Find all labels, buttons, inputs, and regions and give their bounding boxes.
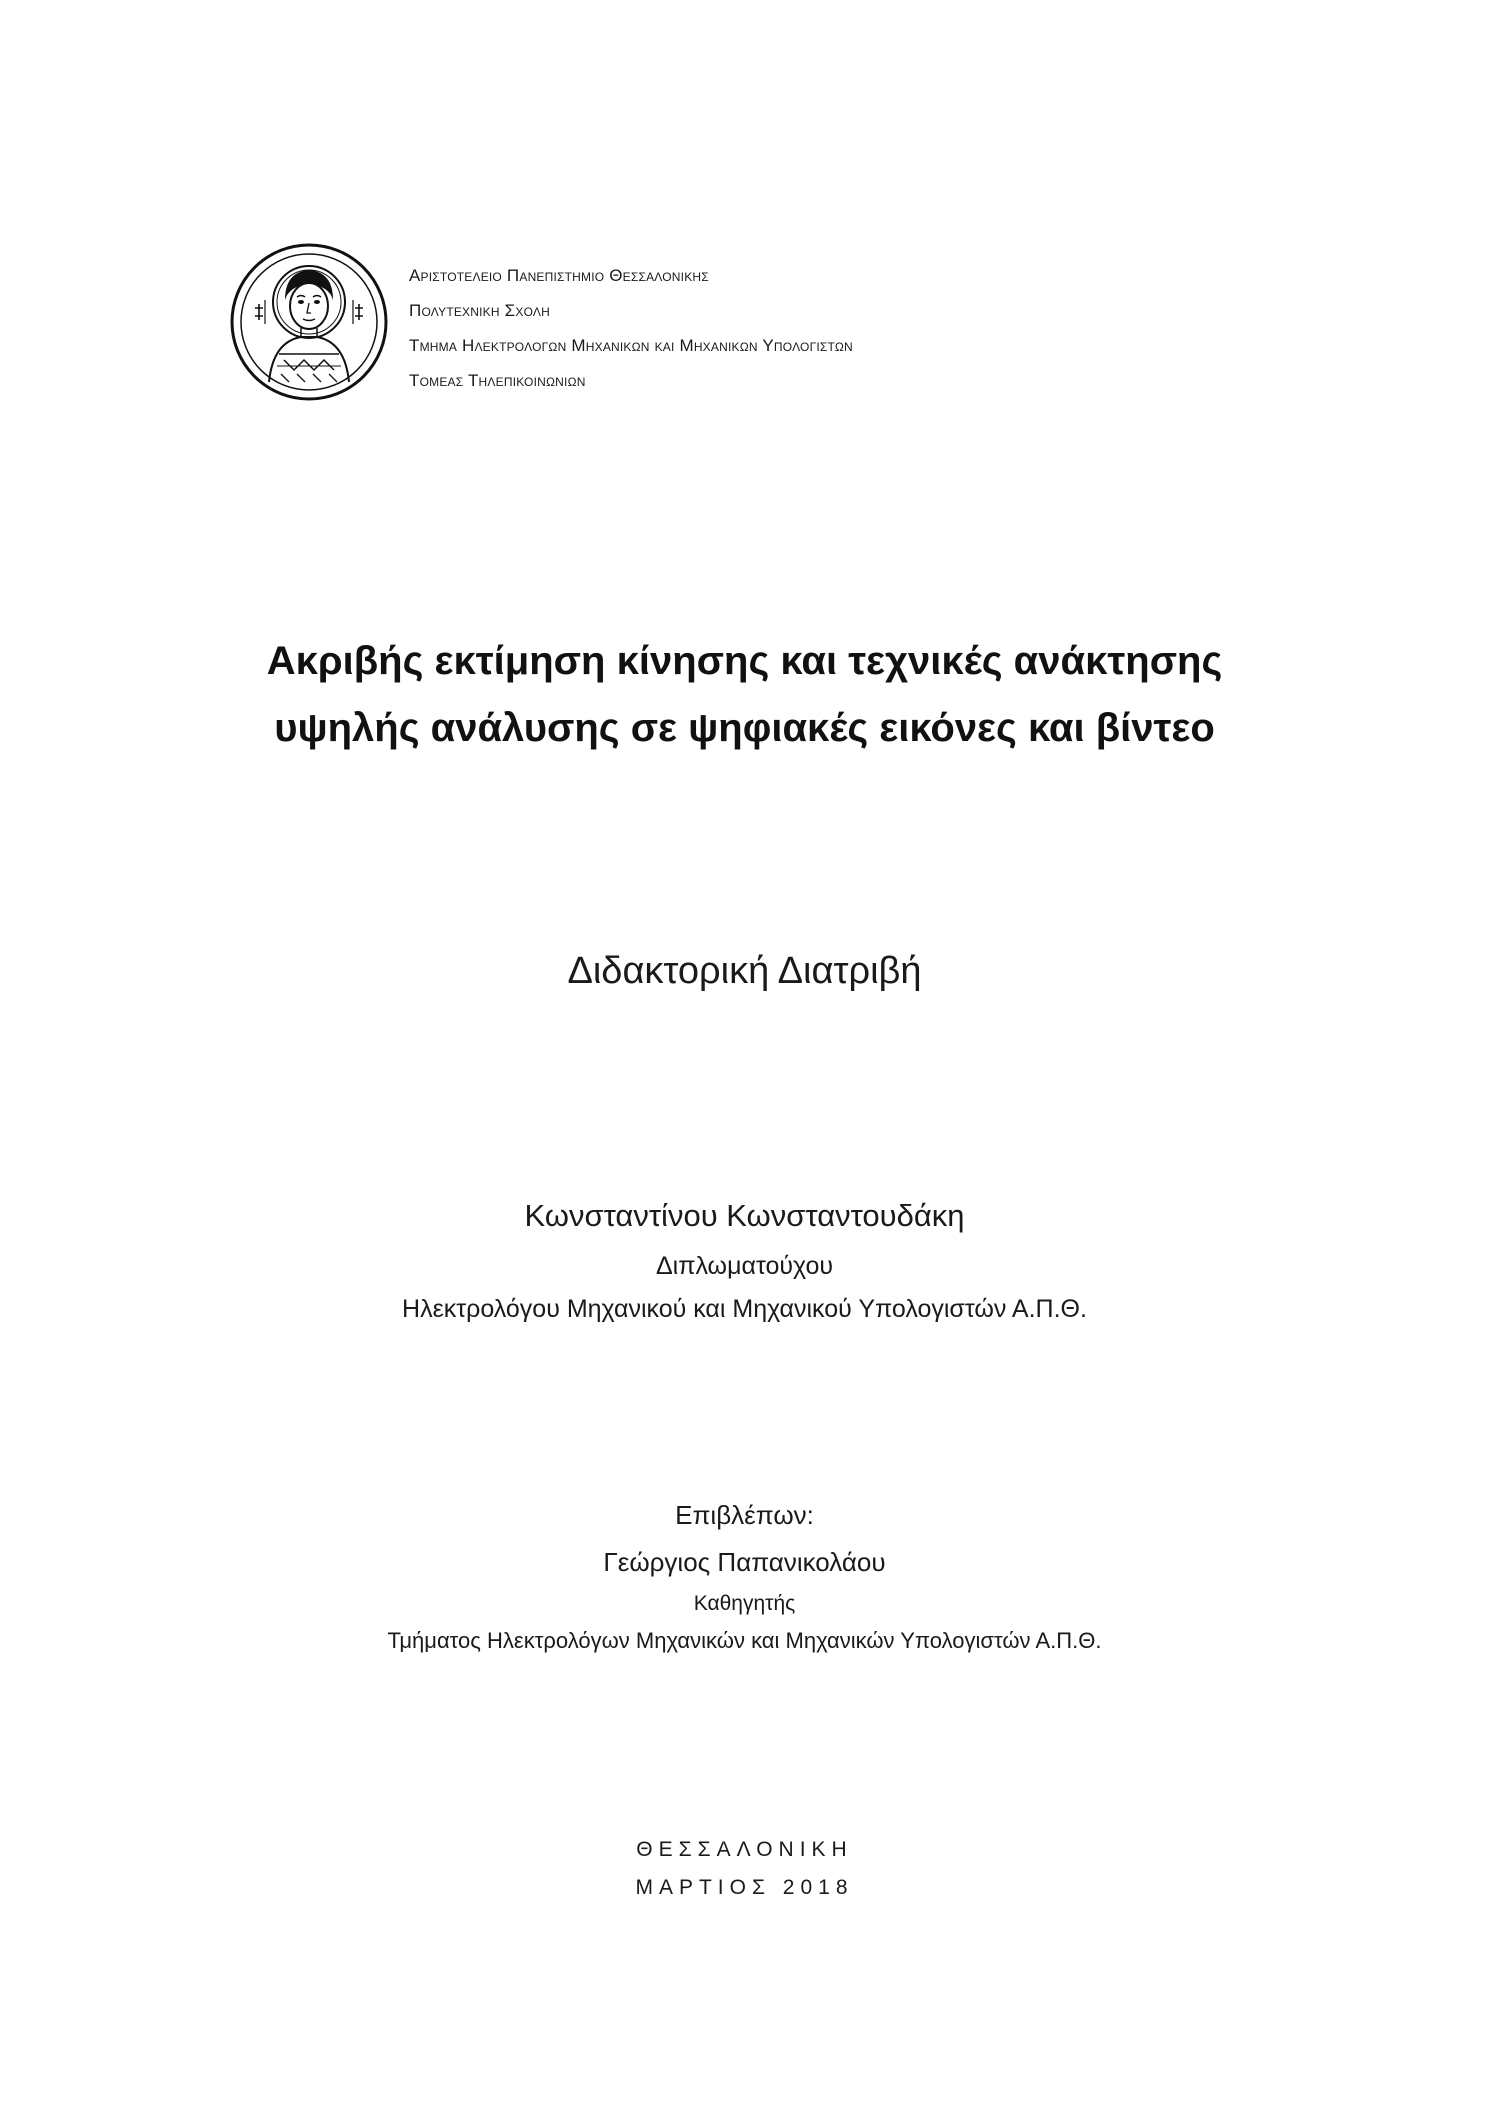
- university-name: Αριστοτελειο Πανεπιστημιο Θεσσαλονικησ: [409, 266, 709, 285]
- document-type: Διδακτορική Διατριβή: [567, 950, 922, 992]
- supervisor-title: Καθηγητής: [693, 1592, 796, 1615]
- supervisor-name: Γεώργιος Παπανικολάου: [603, 1547, 886, 1577]
- department-name: Τμημα Ηλεκτρολογων Μηχανικων και Μηχανικων Υπολογιστων: [409, 336, 853, 355]
- thesis-title-line-2: υψηλής ανάλυσης σε ψηφιακές εικόνες και βίντεο: [274, 706, 1215, 750]
- city: ΘΕΣΣΑΛΟΝΙΚΗ: [636, 1838, 853, 1861]
- supervisor-label: Επιβλέπων:: [675, 1500, 814, 1530]
- supervisor-institution: Τμήματος Ηλεκτρολόγων Μηχανικών και Μηχανικών Υπολογιστών Α.Π.Θ.: [387, 1628, 1102, 1653]
- author-degree: Διπλωματούχου: [655, 1252, 834, 1280]
- author-name: Κωνσταντίνου Κωνσταντουδάκη: [524, 1198, 965, 1233]
- thesis-title: [0, 628, 1489, 762]
- thesis-title-line-1: Ακριβής εκτίμηση κίνησης και τεχνικές ανάκτησης: [266, 639, 1223, 683]
- university-seal-icon: [229, 242, 389, 402]
- school-name: Πολυτεχνικη Σχολη: [409, 301, 550, 320]
- division-name: Τομεασ Τηλεπικοινωνιων: [409, 371, 586, 390]
- institution-header: [409, 258, 853, 398]
- author-institution: Ηλεκτρολόγου Μηχανικού και Μηχανικού Υπολογιστών Α.Π.Θ.: [402, 1295, 1087, 1323]
- publication-date: ΜΑΡΤΙΟΣ 2018: [635, 1876, 854, 1899]
